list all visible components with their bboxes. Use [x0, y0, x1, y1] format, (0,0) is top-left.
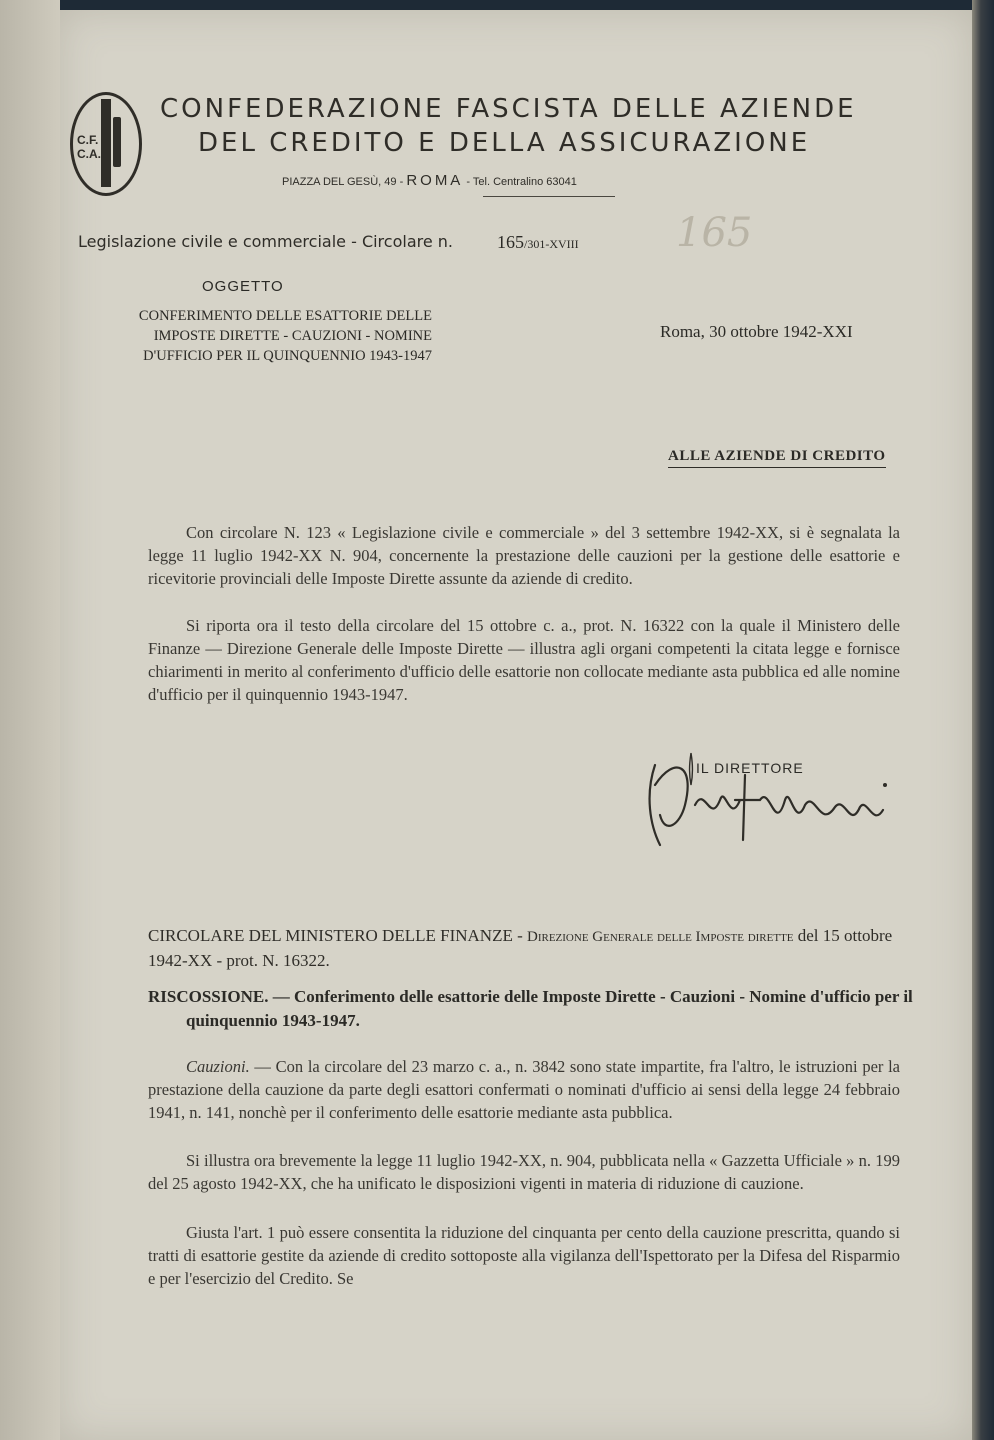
- right-binding-edge: [972, 0, 994, 1440]
- body-paragraph-1: Con circolare N. 123 « Legislazione civile e commerciale » del 3 settembre 1942-XX, si è segnalata la legge 11 luglio 1942-XX N. 904, concernente la prestazione delle cauzioni per la gestione delle esattorie e ricevitorie provinciali delle Imposte Dirette assunte da aziende di credito.: [148, 523, 900, 588]
- left-page-edge: [0, 0, 60, 1440]
- section-title-riscossione: RISCOSSIONE. — Conferimento delle esattorie delle Imposte Dirette - Cauzioni - Nomine d'ufficio per il quinquennio 1943-1947.: [148, 987, 913, 1030]
- signature-label: IL DIRETTORE: [696, 760, 804, 776]
- address-city: ROMA: [406, 172, 464, 189]
- circular-label: Legislazione civile e commerciale - Circolare n.: [78, 232, 453, 251]
- cauzioni-paragraph-2: Si illustra ora brevemente la legge 11 luglio 1942-XX, n. 904, pubblicata nella « Gazzetta Ufficiale » n. 199 del 25 agosto 1942-XX, che ha unificato le disposizioni vigenti in materia di riduzione di cauzione.: [148, 1151, 900, 1193]
- ministry-heading-main: CIRCOLARE DEL MINISTERO DELLE FINANZE -: [148, 926, 527, 945]
- addressee: ALLE AZIENDE DI CREDITO: [668, 448, 886, 468]
- body-paragraph-2: Si riporta ora il testo della circolare del 15 ottobre c. a., prot. N. 16322 con la quale il Ministero delle Finanze — Direzione Generale delle Imposte Dirette — illustra agli organi competenti la citata legge e fornisce chiarimenti in merito al conferimento d'ufficio delle esattorie non collocate mediante asta pubblica ed alle nomine d'ufficio per il quinquennio 1943-1947.: [148, 616, 900, 704]
- ministry-heading: [148, 924, 900, 973]
- document-page: [60, 10, 972, 1440]
- logo-fasces-axe: [113, 117, 121, 167]
- ministry-heading-tail: del 15 ottobre 1942-XX - prot. N. 16322.: [148, 926, 893, 970]
- circular-number-suffix: /301-XVIII: [524, 237, 579, 251]
- subject-label: OGGETTO: [202, 278, 284, 295]
- subject-text: CONFERIMENTO DELLE ESATTORIE DELLE IMPOSTE DIRETTE - CAUZIONI - NOMINE D'UFFICIO PER IL QUINQUENNIO 1943-1947: [138, 308, 432, 364]
- circular-number-main: 165: [497, 232, 524, 252]
- org-name-line2: DEL CREDITO E DELLA ASSICURAZIONE: [198, 128, 811, 158]
- handwritten-number: 165: [676, 210, 753, 256]
- handwritten-signature: [635, 745, 895, 865]
- cauzioni-paragraph-1-text: — Con la circolare del 23 marzo c. a., n. 3842 sono state impartite, fra l'altro, le istruzioni per la prestazione della cauzione da parte degli esattori confermati o nominati d'ufficio ai sensi della legge 24 febbraio 1941, n. 141, nonchè per il conferimento delle esattorie mediante asta pubblica.: [148, 1057, 900, 1122]
- org-address: [282, 172, 577, 189]
- signature-stroke: [650, 765, 883, 845]
- signature-bracket: [690, 753, 693, 785]
- logo-fasces-rod: [101, 99, 111, 187]
- header-divider: [483, 196, 615, 197]
- signature-dot: [883, 783, 887, 787]
- cfca-logo: [70, 92, 142, 196]
- address-phone: - Tel. Centralino 63041: [463, 176, 577, 188]
- cauzioni-paragraph-1: [148, 1055, 900, 1124]
- org-name-line1: CONFEDERAZIONE FASCISTA DELLE AZIENDE: [160, 94, 857, 124]
- cauzioni-label: Cauzioni.: [186, 1057, 250, 1076]
- circular-number: [497, 232, 579, 253]
- document-date: Roma, 30 ottobre 1942-XXI: [660, 322, 853, 341]
- logo-text: C.F. C.A.: [77, 133, 101, 161]
- ministry-heading-directorate: Direzione Generale delle Imposte dirette: [527, 929, 794, 945]
- address-street: PIAZZA DEL GESÙ, 49 -: [282, 176, 407, 188]
- cauzioni-paragraph-3: Giusta l'art. 1 può essere consentita la riduzione del cinquanta per cento della cauzione prescritta, quando si tratti di esattorie gestite da aziende di credito sottoposte alla vigilanza dell'Ispettorato per la Difesa del Risparmio e per l'esercizio del Credito. Se: [148, 1223, 900, 1288]
